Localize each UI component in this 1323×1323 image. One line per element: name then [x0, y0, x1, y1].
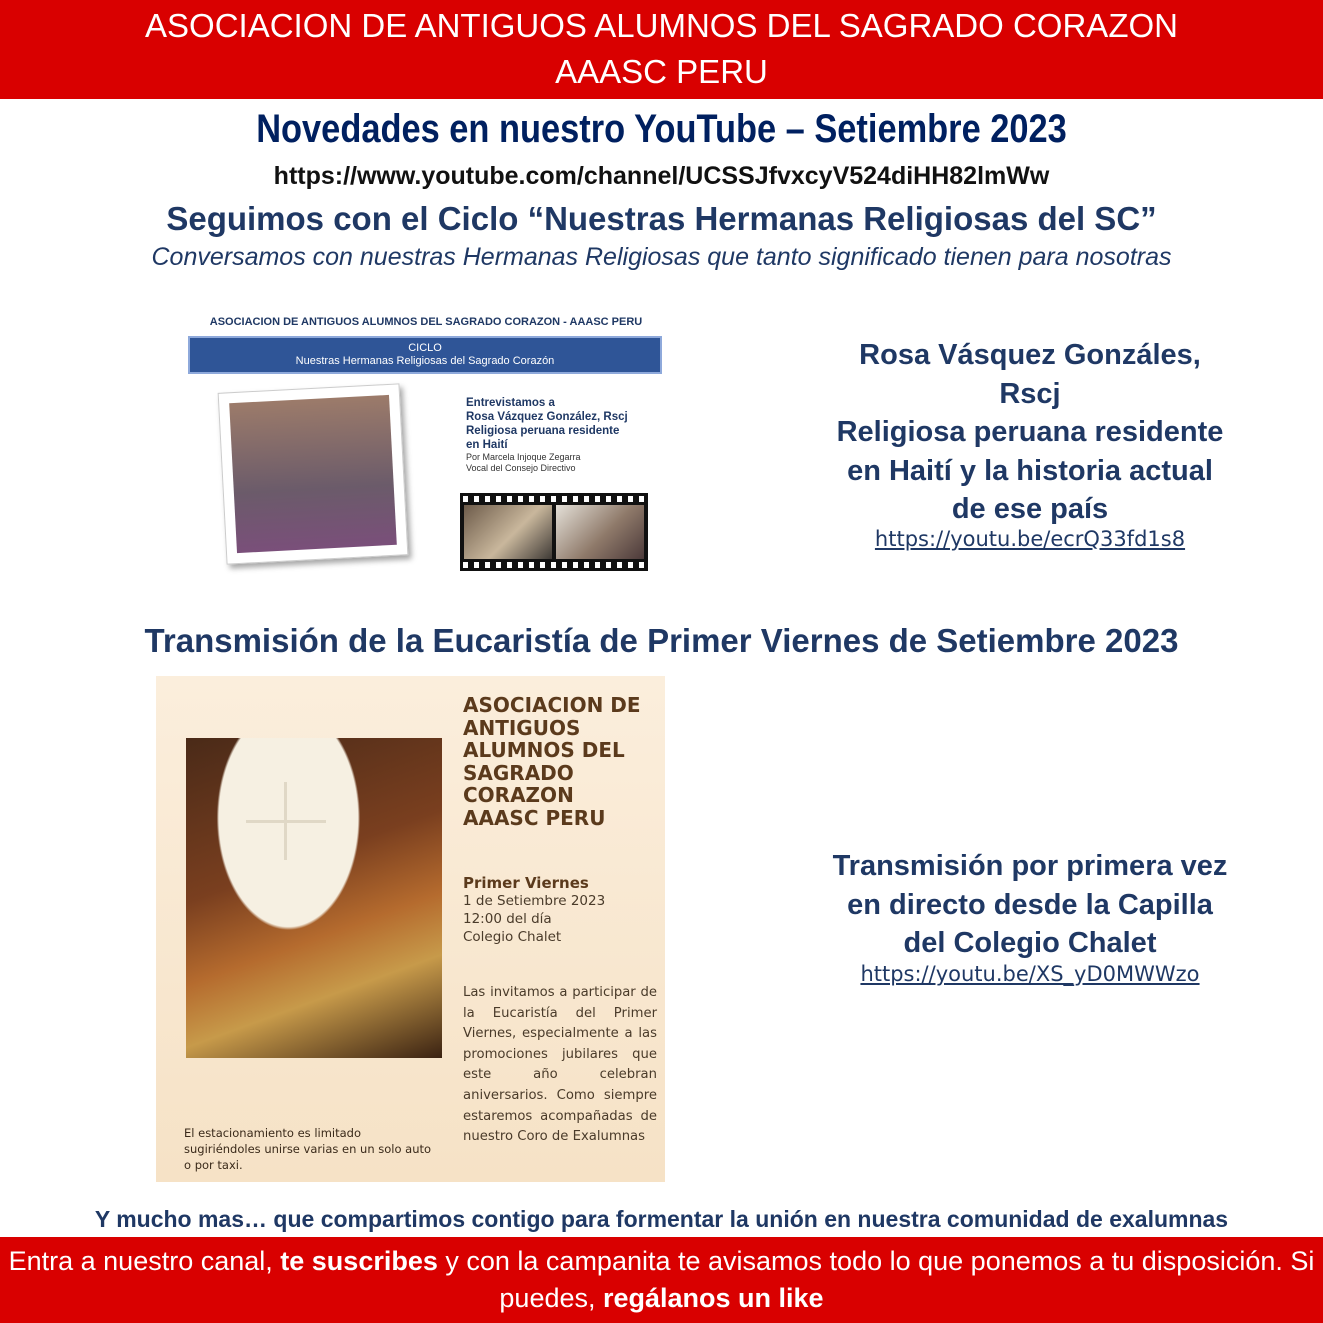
- eucharist-flyer: [156, 676, 665, 1182]
- event-name: Primer Viernes: [463, 874, 589, 892]
- video-filmstrip: [460, 493, 648, 571]
- interview-line: en Haití y la historia actual: [847, 454, 1213, 487]
- org-line: AAASC PERU: [463, 805, 606, 830]
- video-frame-left: [464, 505, 552, 559]
- portrait-image: [229, 395, 397, 553]
- broadcast-description: [780, 847, 1280, 963]
- parking-note: El estacionamiento es limitado sugiriéndoles unirse varias en un solo auto o por taxi.: [184, 1126, 432, 1172]
- interview-video-link[interactable]: https://youtu.be/ecrQ33fd1s8: [874, 527, 1186, 551]
- interview-line: de ese país: [951, 493, 1109, 525]
- event-details: [463, 874, 663, 946]
- portrait-photo: [218, 383, 409, 564]
- flyer-org-title: ASOCIACION DE ANTIGUOS ALUMNOS DEL SAGRADO CORAZON - AAASC PERU: [209, 316, 643, 328]
- interview-line: Religiosa peruana residente: [836, 416, 1224, 448]
- band-line-1: CICLO: [408, 342, 442, 354]
- host-cross-v: [284, 782, 287, 860]
- subscribe-call-to-action: [0, 1237, 1323, 1317]
- interview-line: Rosa Vásquez Gonzáles,: [859, 339, 1201, 371]
- flyer-line: Religiosa peruana residente: [466, 425, 620, 437]
- broadcast-line: del Colegio Chalet: [903, 927, 1157, 959]
- event-time: 12:00 del día: [463, 911, 552, 927]
- cta-text-1: Entra a nuestro canal,: [8, 1246, 281, 1276]
- cta-bold-like: regálanos un like: [603, 1283, 824, 1313]
- org-line: CORAZON: [463, 783, 574, 807]
- host-chalice-photo: [186, 738, 442, 1058]
- film-holes-bottom: [463, 562, 645, 568]
- flyer-interview-text: [466, 396, 656, 474]
- channel-url[interactable]: https://www.youtube.com/channel/UCSSJfvxcyV524diHH82lmWw: [273, 162, 1050, 190]
- top-banner: [0, 0, 1323, 99]
- flyer-line: en Haití: [466, 439, 508, 451]
- org-line: SAGRADO: [463, 760, 574, 785]
- flyer-org-name: [463, 694, 663, 829]
- band-line-2: Nuestras Hermanas Religiosas del Sagrado Corazón: [295, 355, 555, 367]
- film-holes-top: [463, 496, 645, 502]
- broadcast-video-link[interactable]: https://youtu.be/XS_yD0MWWzo: [860, 962, 1200, 986]
- flyer-credit: Por Marcela Injoque Zegarra: [466, 452, 581, 462]
- org-line: ANTIGUOS: [463, 715, 581, 740]
- event-date: 1 de Setiembre 2023: [463, 893, 606, 909]
- association-name: ASOCIACION DE ANTIGUOS ALUMNOS DEL SAGRADO CORAZON: [145, 7, 1178, 44]
- association-acronym: AAASC PERU: [555, 53, 768, 90]
- flyer-cycle-band: [188, 336, 662, 374]
- cycle-subtitle: Conversamos con nuestras Hermanas Religiosas que tanto significado tienen para nosotras: [151, 243, 1172, 271]
- tagline: Y mucho mas… que compartimos contigo para formentar la unión en nuestra comunidad de exalumnas: [94, 1206, 1229, 1232]
- interview-flyer: [186, 308, 666, 578]
- event-invitation: Las invitamos a participar de la Eucaristía del Primer Viernes, especialmente a las promociones jubilares que este año celebran aniversarios. Como siempre estaremos acompañadas de nuestro Coro de Exalumnas: [463, 985, 657, 1145]
- bottom-banner: [0, 1237, 1323, 1323]
- video-frame-right: [556, 505, 644, 559]
- flyer-line: Entrevistamos a: [466, 397, 555, 409]
- cycle-title: Seguimos con el Ciclo “Nuestras Hermanas Religiosas del SC”: [166, 200, 1157, 237]
- page-headline: Novedades en nuestro YouTube – Setiembre 2023: [256, 107, 1067, 151]
- cta-bold-subscribe: te suscribes: [280, 1246, 438, 1276]
- org-line: ASOCIACION DE: [463, 693, 641, 717]
- event-place: Colegio Chalet: [463, 929, 562, 945]
- cta-text-2: y con la campanita te avisamos todo lo que ponemos a tu disposición. Si puedes,: [437, 1246, 1315, 1313]
- interview-line: Rscj: [999, 377, 1061, 410]
- flyer-credit-role: Vocal del Consejo Directivo: [466, 463, 576, 473]
- interview-description: [780, 336, 1280, 529]
- org-line: ALUMNOS DEL: [463, 738, 625, 762]
- flyer-line: Rosa Vázquez González, Rscj: [466, 411, 628, 423]
- eucharist-title: Transmisión de la Eucaristía de Primer Viernes de Setiembre 2023: [144, 622, 1179, 659]
- broadcast-line: en directo desde la Capilla: [847, 888, 1213, 921]
- broadcast-line: Transmisión por primera vez: [832, 850, 1228, 882]
